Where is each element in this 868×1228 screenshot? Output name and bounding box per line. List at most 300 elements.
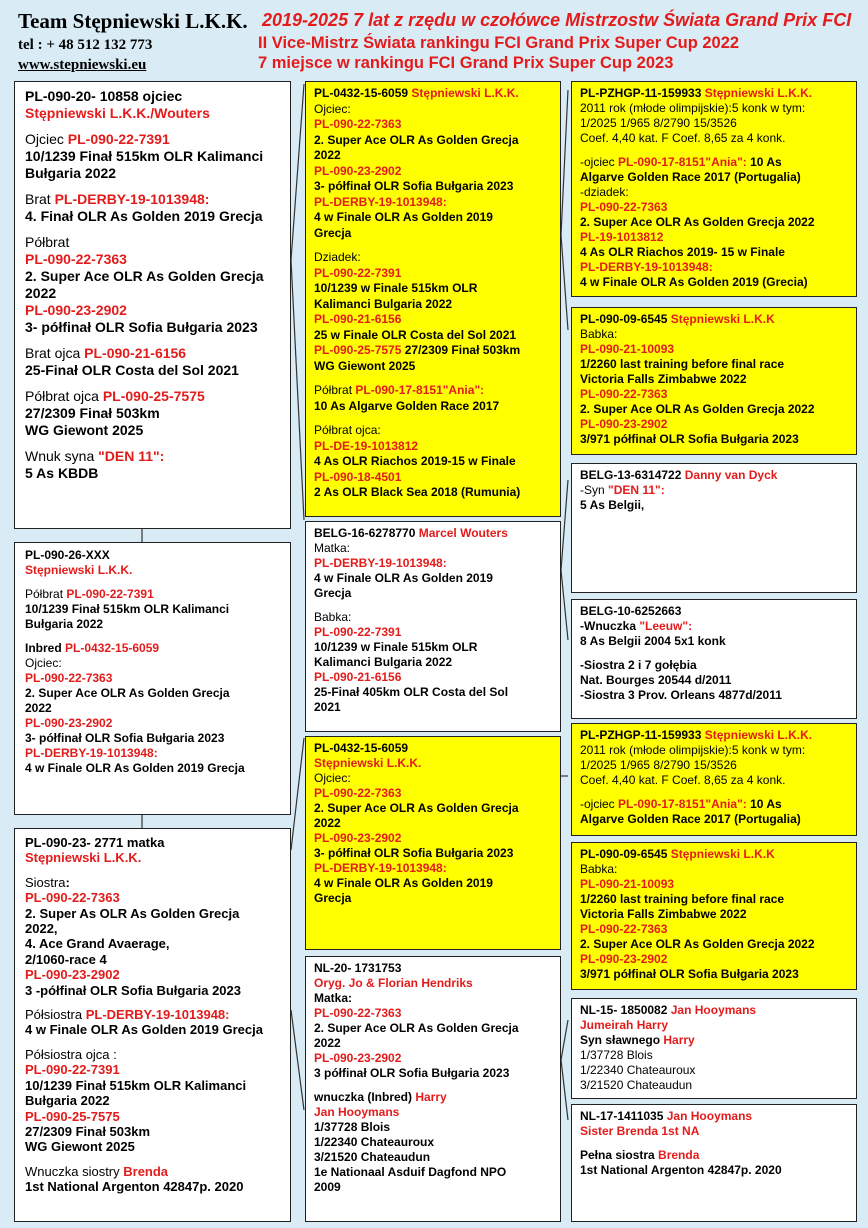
- card-line: [314, 281, 552, 297]
- card-line: [580, 773, 848, 788]
- card-line: [25, 1007, 280, 1022]
- card-line: [580, 170, 848, 185]
- pigeon-ring-text: PL-090-18-4501: [314, 469, 402, 484]
- card-text: PL-090-26-XXX: [25, 548, 110, 562]
- card-line: [314, 226, 552, 242]
- card-text: WG Giewont 2025: [314, 358, 416, 373]
- card-line: [25, 405, 280, 422]
- grand-card-3: [571, 463, 857, 593]
- phone-number: tel : + 48 512 132 773: [18, 37, 153, 53]
- card-line: [314, 383, 552, 399]
- pigeon-ring-text: PL-090-21-10093: [580, 342, 675, 356]
- card-line: [25, 1093, 280, 1108]
- card-line: [314, 470, 552, 486]
- card-text: 1e Nationaal Asduif Dagfond NPO: [314, 1165, 507, 1179]
- card-line: [25, 1022, 280, 1037]
- card-text: 1/2025 1/965 8/2790 15/3526: [580, 758, 737, 772]
- card-line: [580, 1063, 848, 1078]
- card-text: 4 w Finale OLR As Golden 2019 Grecja: [25, 1022, 263, 1038]
- card-text: Wnuk syna: [25, 448, 99, 464]
- card-line: [314, 1021, 552, 1036]
- pigeon-ring-text: Stępniewski L.K.K.: [411, 86, 519, 100]
- pigeon-ring-text: PL-090-21-6156: [314, 312, 402, 326]
- card-line: [314, 1066, 552, 1081]
- card-text: 10 As: [746, 155, 782, 169]
- pigeon-ring-text: PL-090-22-7391: [67, 131, 170, 147]
- pigeon-ring-text: Harry: [663, 1033, 695, 1047]
- card-text: -Siostra 2 i 7 gołębia: [580, 658, 697, 672]
- card-text: -Siostra 3 Prov. Orleans 4877d/2011: [580, 688, 782, 702]
- pigeon-ring-text: Danny van Dyck: [684, 468, 778, 482]
- card-line: [314, 640, 552, 655]
- card-text: Półsiostra: [25, 1007, 86, 1023]
- pigeon-ring-text: PL-DERBY-19-1013948:: [85, 1007, 230, 1023]
- card-line: [314, 439, 552, 455]
- card-text: Brat ojca: [25, 345, 85, 361]
- card-text: 1/37728 Blois: [580, 1048, 653, 1062]
- card-text: 2022: [314, 816, 341, 830]
- card-line: [580, 483, 848, 498]
- card-text: 2. Super Ace OLR As Golden Grecja 2022: [580, 937, 815, 951]
- card-line: [580, 116, 848, 131]
- card-line: [314, 86, 552, 102]
- card-line: [580, 245, 848, 260]
- card-line: [25, 656, 280, 671]
- pigeon-ring-text: PL-090-22-7391: [314, 625, 402, 639]
- card-text: Ojciec:: [314, 101, 351, 116]
- card-line: [25, 131, 280, 148]
- card-text: 25-Finał 405km OLR Costa del Sol: [314, 685, 509, 699]
- card-line: [314, 266, 552, 282]
- pigeon-ring-text: PL-090-22-7363: [314, 1006, 402, 1020]
- card-line: [25, 952, 280, 967]
- card-line: [580, 402, 848, 417]
- card-line: [580, 1148, 848, 1163]
- card-text: 3/21520 Chateaudun: [314, 1150, 431, 1164]
- card-line: [314, 148, 552, 164]
- spacer: [314, 414, 552, 423]
- grand-card-5: [571, 723, 857, 836]
- card-line: [314, 685, 552, 700]
- card-line: [25, 921, 280, 936]
- grand-card-8: [571, 1104, 857, 1222]
- card-text: 4 w Finale OLR As Golden 2019 Grecja: [25, 761, 245, 775]
- card-line: [25, 563, 280, 578]
- card-text: 4 w Finale OLR As Golden 2019: [314, 571, 493, 585]
- card-text: PL-0432-15-6059: [314, 86, 412, 100]
- card-text: 10/1239 Finał 515km OLR Kalimanci: [25, 148, 264, 164]
- card-line: [314, 861, 552, 876]
- main-bird-card: [14, 81, 291, 529]
- card-text: 2. Super Ace OLR As Golden Grecja 2022: [580, 215, 815, 229]
- card-text: 25-Finał OLR Costa del Sol 2021: [25, 362, 239, 378]
- card-line: [580, 417, 848, 432]
- card-line: [314, 816, 552, 831]
- card-line: [580, 312, 848, 327]
- card-text: Ojciec:: [25, 656, 62, 670]
- card-line: [25, 835, 280, 850]
- card-line: [314, 741, 552, 756]
- card-text: 2022,: [25, 921, 58, 937]
- card-text: 2. Super Ace OLR As Golden Grecja: [314, 132, 519, 147]
- card-text: Kalimanci Bulgaria 2022: [314, 296, 453, 311]
- card-text: Kalimanci Bulgaria 2022: [314, 655, 453, 669]
- pigeon-ring-text: PL-090-23-2902: [314, 1051, 402, 1065]
- card-text: 2/1060-race 4: [25, 951, 107, 967]
- card-line: [314, 625, 552, 640]
- card-text: PL-090-09-6545: [580, 312, 671, 326]
- card-line: [314, 756, 552, 771]
- pigeon-ring-text: PL-090-22-7363: [25, 671, 113, 685]
- card-text: Półbrat: [25, 234, 70, 250]
- spacer: [25, 439, 280, 448]
- pigeon-ring-text: PL-090-17-8151"Ania":: [618, 155, 747, 169]
- card-text: 2009: [314, 1180, 341, 1194]
- achievement-line-3: 7 miejsce w rankingu FCI Grand Prix Super Cup 2023: [258, 54, 674, 72]
- card-line: [25, 465, 280, 482]
- card-text: PL-090-23- 2771 matka: [25, 835, 165, 850]
- card-line: [314, 195, 552, 211]
- card-line: [580, 1033, 848, 1048]
- card-line: [25, 208, 280, 225]
- card-text: 3- półfinał OLR Sofia Bułgaria 2023: [314, 179, 514, 193]
- card-text: Bułgaria 2022: [25, 1093, 110, 1109]
- card-text: PL-090-09-6545: [580, 847, 671, 861]
- card-line: [314, 1006, 552, 1021]
- card-text: Coef. 4,40 kat. F Coef. 8,65 za 4 konk.: [580, 773, 786, 787]
- card-line: [25, 165, 280, 182]
- card-line: [580, 1163, 848, 1178]
- card-line: [314, 250, 552, 266]
- card-text: 10/1239 Finał 515km OLR Kalimanci: [25, 602, 230, 616]
- pigeon-ring-text: PL-090-23-2902: [25, 302, 127, 318]
- card-line: [25, 1109, 280, 1124]
- pigeon-ring-text: PL-DERBY-19-1013948:: [25, 746, 158, 760]
- card-text: 2. Super Ace OLR As Golden Grecja: [314, 1021, 519, 1035]
- card-text: NL-15- 1850082: [580, 1003, 671, 1017]
- spacer: [25, 632, 280, 641]
- card-line: [580, 1003, 848, 1018]
- card-line: [580, 743, 848, 758]
- card-text: Półbrat ojca:: [314, 423, 381, 437]
- card-line: [314, 700, 552, 715]
- grand-card-1: [571, 81, 857, 297]
- card-text: BELG-16-6278770: [314, 526, 419, 540]
- pigeon-ring-text: PL-090-22-7391: [66, 587, 154, 601]
- card-line: [314, 454, 552, 470]
- card-line: [314, 328, 552, 344]
- card-line: [25, 105, 280, 122]
- card-text: 2022: [314, 148, 341, 162]
- spacer: [580, 146, 848, 155]
- card-text: Bułgaria 2022: [25, 165, 117, 181]
- card-line: [314, 312, 552, 328]
- pigeon-ring-text: PL-090-17-8151"Ania":: [355, 383, 485, 397]
- spacer: [25, 998, 280, 1007]
- card-text: 1st National Argenton 42847p. 2020: [25, 1179, 244, 1195]
- card-line: [580, 387, 848, 402]
- card-line: [314, 526, 552, 541]
- card-line: [25, 602, 280, 617]
- spacer: [25, 379, 280, 388]
- card-text: Grecja: [314, 586, 352, 600]
- card-line: [25, 345, 280, 362]
- pigeon-ring-text: Oryg. Jo & Florian Hendriks: [314, 976, 473, 990]
- card-line: [25, 234, 280, 251]
- card-line: [25, 88, 280, 105]
- pigeon-ring-text: PL-19-1013812: [580, 230, 664, 244]
- pigeon-ring-text: PL-090-23-2902: [314, 163, 402, 178]
- pigeon-ring-text: PL-090-25-7575: [25, 1108, 120, 1124]
- website-link[interactable]: www.stepniewski.eu: [18, 57, 147, 73]
- pigeon-ring-text: PL-DERBY-19-1013948:: [54, 191, 210, 207]
- card-text: Ojciec: [25, 131, 68, 147]
- pigeon-ring-text: "DEN 11":: [608, 483, 665, 497]
- card-line: [314, 846, 552, 861]
- card-line: [314, 961, 552, 976]
- card-text: 2022: [25, 285, 57, 301]
- card-line: [314, 655, 552, 670]
- card-line: [314, 801, 552, 816]
- card-text: BELG-13-6314722: [580, 468, 685, 482]
- card-text: Inbred: [25, 641, 66, 655]
- card-line: [314, 133, 552, 149]
- card-text: 3 -półfinał OLR Sofia Bułgaria 2023: [25, 982, 241, 998]
- pigeon-ring-text: PL-090-21-6156: [314, 670, 402, 684]
- card-line: [25, 716, 280, 731]
- pigeon-ring-text: PL-090-17-8151"Ania":: [618, 797, 747, 811]
- pigeon-ring-text: PL-DE-19-1013812: [314, 438, 419, 453]
- card-text: 2011 rok (młode olimpijskie):5 konk w tym:: [580, 101, 806, 115]
- card-line: [580, 1048, 848, 1063]
- card-text: Półbrat ojca: [25, 388, 103, 404]
- pigeon-ring-text: PL-DERBY-19-1013948:: [314, 556, 447, 570]
- card-line: [25, 617, 280, 632]
- card-line: [580, 86, 848, 101]
- pigeon-ring-text: Stępniewski L.K.K.: [704, 86, 813, 100]
- pigeon-ring-text: Jan Hooymans: [666, 1109, 753, 1123]
- sire-dam-card: [305, 521, 561, 732]
- card-line: [580, 658, 848, 673]
- card-text: 3/971 półfinał OLR Sofia Bułgaria 2023: [580, 967, 799, 981]
- card-line: [580, 688, 848, 703]
- card-text: 1/2260 last training before final race: [580, 892, 785, 906]
- card-text: 3/21520 Chateaudun: [580, 1078, 693, 1092]
- card-text: 10/1239 Finał 515km OLR Kalimanci: [25, 1077, 247, 1093]
- card-text: 1st National Argenton 42847p. 2020: [580, 1163, 782, 1177]
- pigeon-ring-text: PL-DERBY-19-1013948:: [580, 260, 713, 274]
- card-line: [25, 890, 280, 905]
- card-line: [580, 1078, 848, 1093]
- card-line: [25, 548, 280, 563]
- card-text: Siostra: [25, 874, 66, 890]
- card-line: [25, 983, 280, 998]
- pigeon-ring-text: PL-090-22-7391: [25, 1062, 120, 1078]
- card-text: Grecja: [314, 225, 352, 240]
- card-text: 4 w Finale OLR As Golden 2019: [314, 210, 493, 224]
- card-line: [580, 372, 848, 387]
- card-text: 10 As Algarve Golden Race 2017: [314, 398, 500, 413]
- pigeon-ring-text: PL-090-23-2902: [314, 831, 402, 845]
- card-line: [314, 359, 552, 375]
- sire-card: [305, 81, 561, 517]
- card-line: [580, 877, 848, 892]
- card-line: [25, 302, 280, 319]
- card-line: [314, 876, 552, 891]
- spacer: [25, 578, 280, 587]
- card-line: [25, 967, 280, 982]
- pigeon-ring-text: PL-090-22-7391: [314, 265, 402, 280]
- pigeon-ring-text: Jumeirah Harry: [580, 1018, 669, 1032]
- card-text: 5 As Belgii,: [580, 498, 645, 512]
- card-line: [314, 831, 552, 846]
- card-line: [25, 731, 280, 746]
- card-line: [314, 423, 552, 439]
- card-line: [314, 786, 552, 801]
- card-text: Nat. Bourges 20544 d/2011: [580, 673, 732, 687]
- pigeon-ring-text: PL-090-25-7575: [314, 343, 402, 357]
- card-text: 3- półfinał OLR Sofia Bułgaria 2023: [314, 846, 514, 860]
- spacer: [314, 601, 552, 610]
- spacer: [25, 182, 280, 191]
- card-line: [314, 102, 552, 118]
- sibling-bird-card: [14, 542, 291, 815]
- card-line: [25, 587, 280, 602]
- card-line: [580, 468, 848, 483]
- team-name: Team Stępniewski L.K.K.: [18, 9, 248, 33]
- pigeon-ring-text: "Leeuw":: [639, 619, 693, 633]
- pigeon-ring-text: PL-090-22-7363: [314, 786, 402, 800]
- card-line: [314, 976, 552, 991]
- card-line: [314, 1090, 552, 1105]
- card-text: 3 półfinał OLR Sofia Bułgaria 2023: [314, 1066, 510, 1080]
- card-line: [314, 670, 552, 685]
- card-line: [580, 1018, 848, 1033]
- card-text: NL-20- 1731753: [314, 961, 402, 975]
- card-line: [314, 210, 552, 226]
- card-line: [580, 327, 848, 342]
- spacer: [25, 122, 280, 131]
- card-line: [314, 1180, 552, 1195]
- card-line: [580, 619, 848, 634]
- card-line: [314, 891, 552, 906]
- pigeon-ring-text: Sister Brenda 1st NA: [580, 1124, 700, 1138]
- card-line: [25, 746, 280, 761]
- card-text: 2021: [314, 700, 341, 714]
- pigeon-ring-text: PL-090-23-2902: [580, 417, 668, 431]
- card-line: [314, 399, 552, 415]
- card-text: Półbrat: [25, 587, 67, 601]
- card-text: 4 w Finale OLR As Golden 2019: [314, 876, 493, 890]
- pigeon-ring-text: PL-090-23-2902: [25, 716, 113, 730]
- card-line: [314, 991, 552, 1006]
- card-line: [25, 191, 280, 208]
- pigeon-ring-text: Stępniewski L.K.K: [670, 312, 775, 326]
- card-text: Grecja: [314, 891, 352, 905]
- card-line: [25, 268, 280, 285]
- spacer: [314, 1081, 552, 1090]
- card-text: 5 As KBDB: [25, 465, 99, 481]
- card-text: Matka:: [314, 541, 351, 555]
- pigeon-ring-text: Stępniewski L.K.K.: [25, 850, 142, 866]
- pigeon-ring-text: Marcel Wouters: [418, 526, 508, 540]
- card-line: [25, 641, 280, 656]
- card-text: 10/1239 w Finale 515km OLR: [314, 281, 478, 295]
- spacer: [25, 225, 280, 234]
- card-line: [25, 1179, 280, 1194]
- grand-card-2: [571, 307, 857, 455]
- pigeon-ring-text: Stępniewski L.K.K.: [704, 728, 813, 742]
- card-line: [314, 1036, 552, 1051]
- pigeon-ring-text: PL-090-23-2902: [25, 967, 120, 983]
- card-line: [580, 937, 848, 952]
- card-line: [580, 215, 848, 230]
- spacer: [314, 241, 552, 250]
- card-line: [580, 862, 848, 877]
- card-line: [25, 148, 280, 165]
- card-text: 2. Super Ace OLR As Golden Grecja: [314, 801, 519, 815]
- pigeon-ring-text: PL-090-22-7363: [580, 200, 668, 214]
- card-line: [580, 498, 848, 513]
- card-text: 1/2260 last training before final race: [580, 357, 785, 371]
- card-text: NL-17-1411035: [580, 1109, 667, 1123]
- card-text: 27/2309 Finał 503km: [25, 1123, 151, 1139]
- spacer: [25, 866, 280, 875]
- card-text: -ojciec: [580, 797, 619, 811]
- pigeon-ring-text: PL-DERBY-19-1013948:: [314, 861, 447, 875]
- card-line: [314, 541, 552, 556]
- card-text: 25 w Finale OLR Costa del Sol 2021: [314, 327, 517, 342]
- pigeon-ring-text: PL-DERBY-19-1013948:: [314, 194, 447, 209]
- pigeon-ring-text: Stępniewski L.K.K.: [25, 563, 133, 577]
- spacer: [580, 788, 848, 797]
- pigeon-ring-text: PL-0432-15-6059: [65, 641, 160, 655]
- card-text: 1/22340 Chateauroux: [314, 1135, 435, 1149]
- card-text: Wnuczka siostry: [25, 1163, 124, 1179]
- card-line: [314, 771, 552, 786]
- card-line: [25, 448, 280, 465]
- card-line: [580, 967, 848, 982]
- card-text: -ojciec: [580, 155, 619, 169]
- card-line: [25, 285, 280, 302]
- pigeon-ring-text: Jan Hooymans: [314, 1105, 400, 1119]
- card-line: [314, 556, 552, 571]
- card-text: 10/1239 w Finale 515km OLR: [314, 640, 478, 654]
- card-line: [580, 1124, 848, 1139]
- card-text: Pełna siostra: [580, 1148, 659, 1162]
- card-line: [314, 343, 552, 359]
- card-line: [580, 101, 848, 116]
- card-text: WG Giewont 2025: [25, 1139, 135, 1155]
- pigeon-ring-text: Harry: [415, 1090, 447, 1104]
- card-text: PL-0432-15-6059: [314, 741, 409, 755]
- card-line: [25, 701, 280, 716]
- card-text: -Syn: [580, 483, 609, 497]
- card-line: [580, 155, 848, 170]
- card-line: [314, 1150, 552, 1165]
- pigeon-ring-text: PL-090-22-7363: [25, 251, 127, 267]
- card-line: [580, 260, 848, 275]
- card-text: Brat: [25, 191, 55, 207]
- pigeon-ring-text: Jan Hooymans: [670, 1003, 757, 1017]
- card-text: 10 As: [746, 797, 782, 811]
- card-line: [25, 1047, 280, 1062]
- pigeon-ring-text: PL-090-21-6156: [84, 345, 187, 361]
- card-text: PL-PZHGP-11-159933: [580, 86, 705, 100]
- card-line: [25, 251, 280, 268]
- card-line: [580, 892, 848, 907]
- card-line: [25, 1164, 280, 1179]
